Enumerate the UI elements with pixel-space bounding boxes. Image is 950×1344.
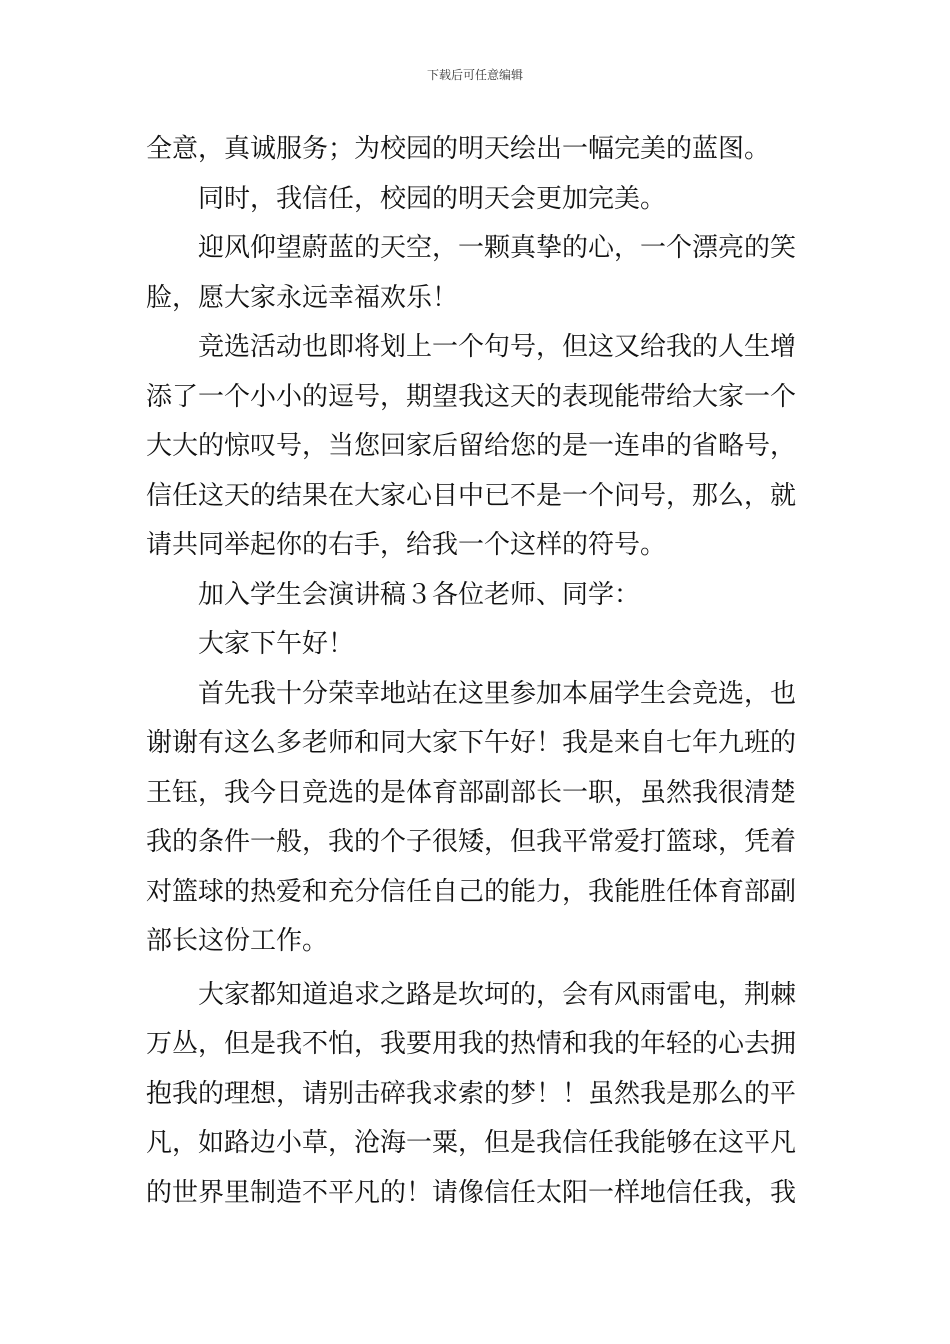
text-line: 请共同举起你的右手，给我一个这样的符号。 bbox=[146, 530, 667, 560]
text-line: 部长这份工作。 bbox=[146, 926, 329, 956]
text-line: 迎风仰望蔚蓝的天空，一颗真挚的心，一个漂亮的笑 bbox=[198, 233, 797, 263]
text-line: 对篮球的热爱和充分信任自己的能力，我能胜任体育部副 bbox=[146, 876, 797, 907]
text-line: 的世界里制造不平凡的！请像信任太阳一样地信任我，我 bbox=[146, 1177, 797, 1208]
text-line: 抱我的理想，请别击碎我求索的梦！！虽然我是那么的平 bbox=[146, 1078, 797, 1109]
text-line: 信任这天的结果在大家心目中已不是一个问号，那么，就 bbox=[146, 480, 797, 511]
text-line: 万丛，但是我不怕，我要用我的热情和我的年轻的心去拥 bbox=[146, 1029, 797, 1059]
text-line: 我的条件一般，我的个子很矮，但我平常爱打篮球，凭着 bbox=[146, 827, 797, 857]
text-line: 谢谢有这么多老师和同大家下午好！我是来自七年九班的 bbox=[146, 728, 797, 758]
page-header: 下载后可任意编辑 bbox=[426, 68, 523, 82]
text-line: 大大的惊叹号，当您回家后留给您的是一连串的省略号， bbox=[146, 431, 797, 461]
text-line: 凡，如路边小草，沧海一粟，但是我信任我能够在这平凡 bbox=[146, 1128, 797, 1158]
text-line: 同时，我信任，校园的明天会更加完美。 bbox=[198, 183, 667, 214]
text-line: 大家都知道追求之路是坎坷的，会有风雨雷电，荆棘 bbox=[198, 979, 797, 1010]
text-line: 大家下午好！ bbox=[198, 629, 355, 659]
text-line: 竞选活动也即将划上一个句号，但这又给我的人生增 bbox=[198, 332, 797, 362]
text-line: 加入学生会演讲稿３各位老师、同学： bbox=[198, 579, 641, 610]
text-line: 全意，真诚服务；为校园的明天绘出一幅完美的蓝图。 bbox=[146, 134, 771, 164]
text-line: 王钰，我今日竞选的是体育部副部长一职，虽然我很清楚 bbox=[146, 777, 797, 808]
text-line: 首先我十分荣幸地站在这里参加本届学生会竞选，也 bbox=[198, 678, 797, 709]
text-line: 脸，愿大家永远幸福欢乐！ bbox=[146, 282, 459, 313]
text-line: 添了一个小小的逗号，期望我这天的表现能带给大家一个 bbox=[146, 381, 797, 412]
document-body bbox=[146, 125, 806, 1218]
